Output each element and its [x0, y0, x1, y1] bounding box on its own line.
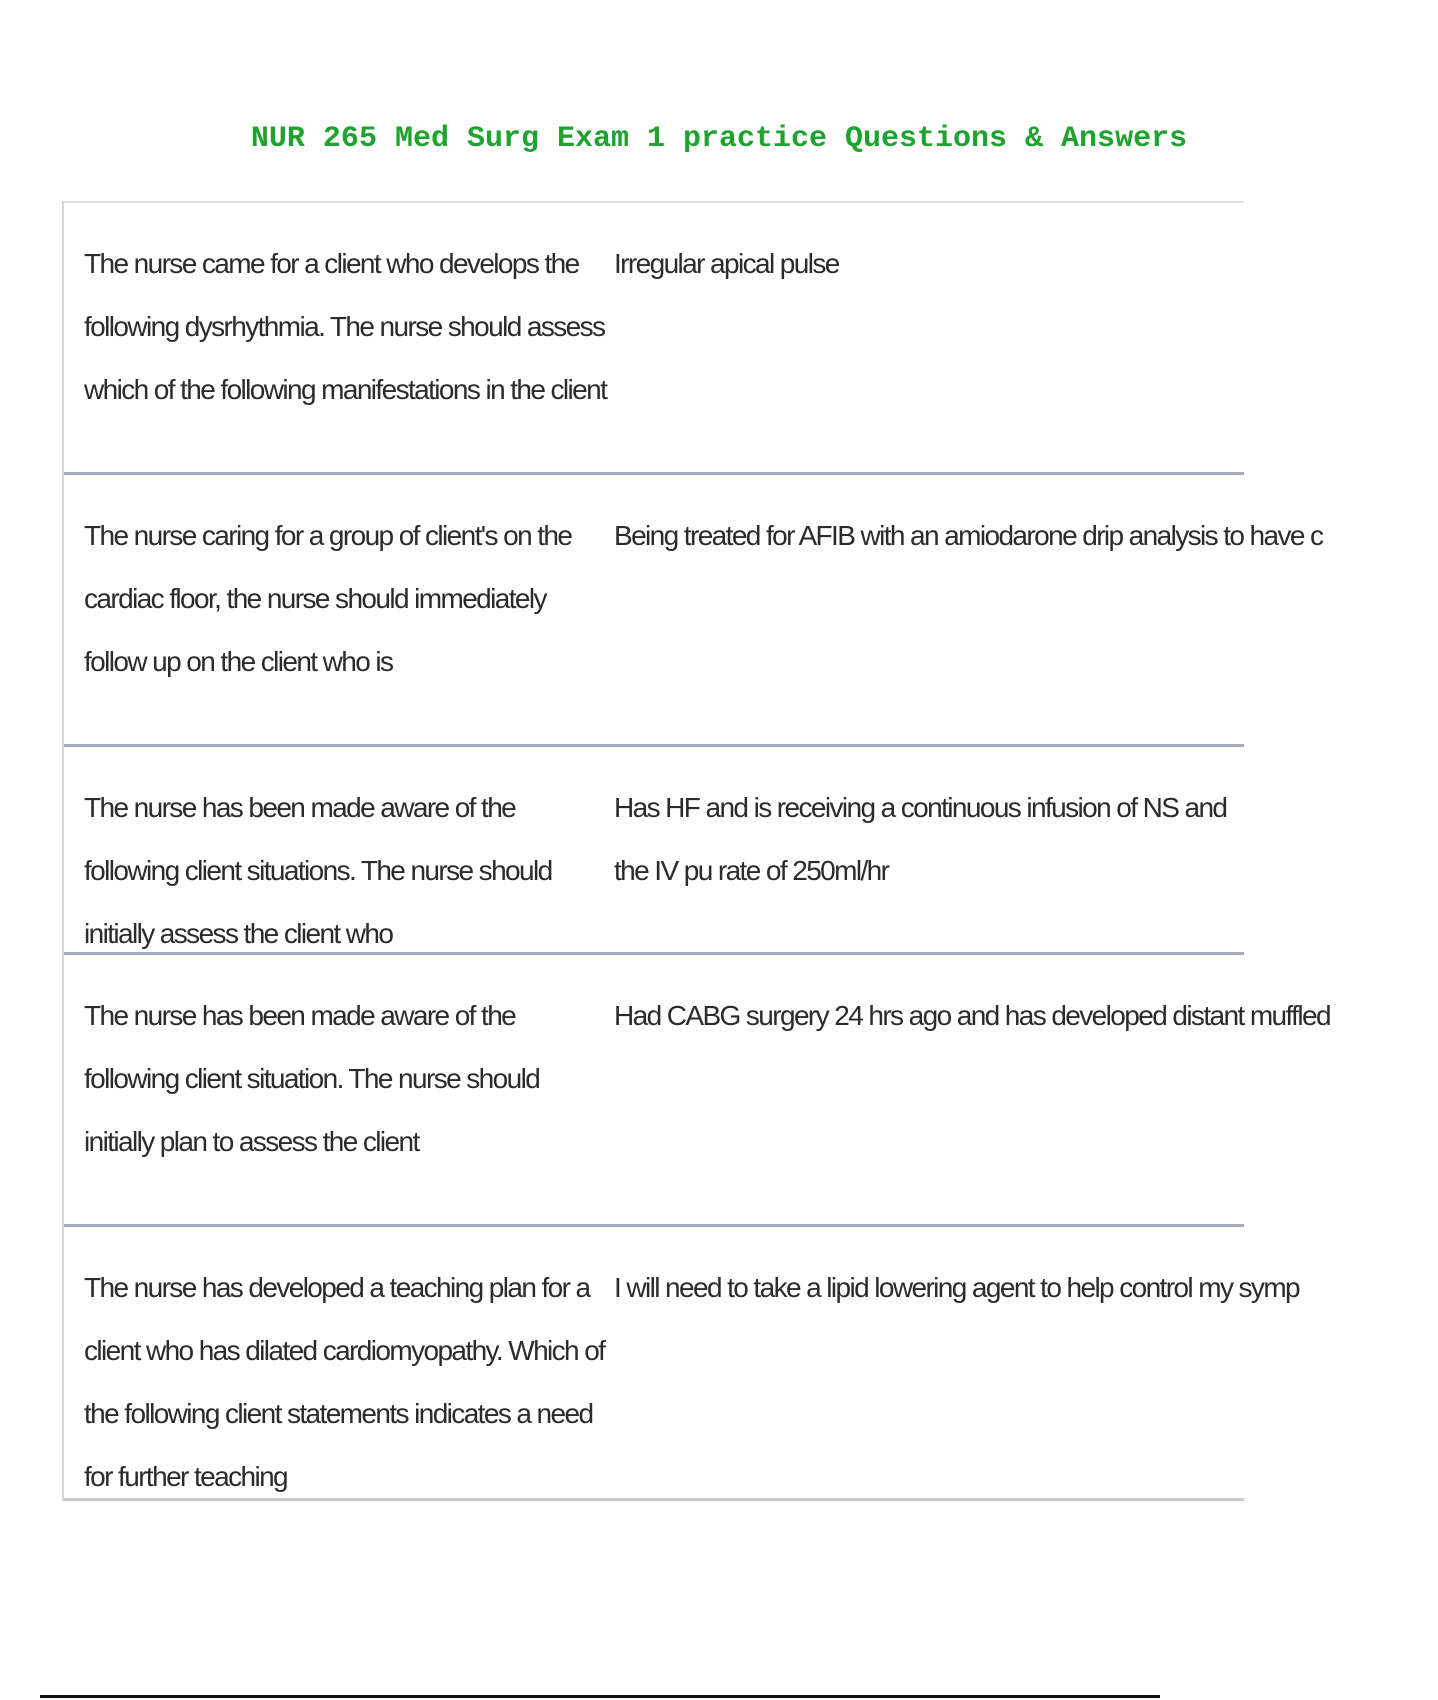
page-title: NUR 265 Med Surg Exam 1 practice Questions & Answers — [250, 122, 1188, 156]
qa-row — [64, 475, 1323, 747]
question-cell: The nurse came for a client who develops the following dysrhythmia. The nurse should assess which of the following manifestations in the client — [84, 248, 607, 405]
answer-cell: Has HF and is receiving a continuous infusion of NS and the IV pu rate of 250ml/hr — [614, 792, 1227, 886]
qa-row — [64, 1227, 1300, 1501]
answer-cell: Irregular apical pulse — [614, 248, 839, 279]
answer-cell: I will need to take a lipid lowering agent to help control my symp — [614, 1272, 1300, 1303]
question-cell: The nurse has been made aware of the following client situation. The nurse should initially plan to assess the client — [84, 1000, 540, 1157]
qa-row — [64, 955, 1330, 1227]
answer-cell: Being treated for AFIB with an amiodarone drip analysis to have c — [614, 520, 1323, 551]
qa-table — [62, 201, 1330, 1501]
qa-row — [64, 747, 1244, 955]
question-cell: The nurse has been made aware of the following client situations. The nurse should initially assess the client who — [84, 792, 552, 949]
bottom-rule — [40, 1695, 1160, 1698]
answer-cell: Had CABG surgery 24 hrs ago and has developed distant muffled — [614, 1000, 1330, 1031]
question-cell: The nurse has developed a teaching plan for a client who has dilated cardiomyopathy. Which of the following client statements indicates a need for further teaching — [84, 1272, 605, 1492]
qa-row — [64, 203, 1244, 475]
question-cell: The nurse caring for a group of client's on the cardiac floor, the nurse should immediately follow up on the client who is — [84, 520, 572, 677]
